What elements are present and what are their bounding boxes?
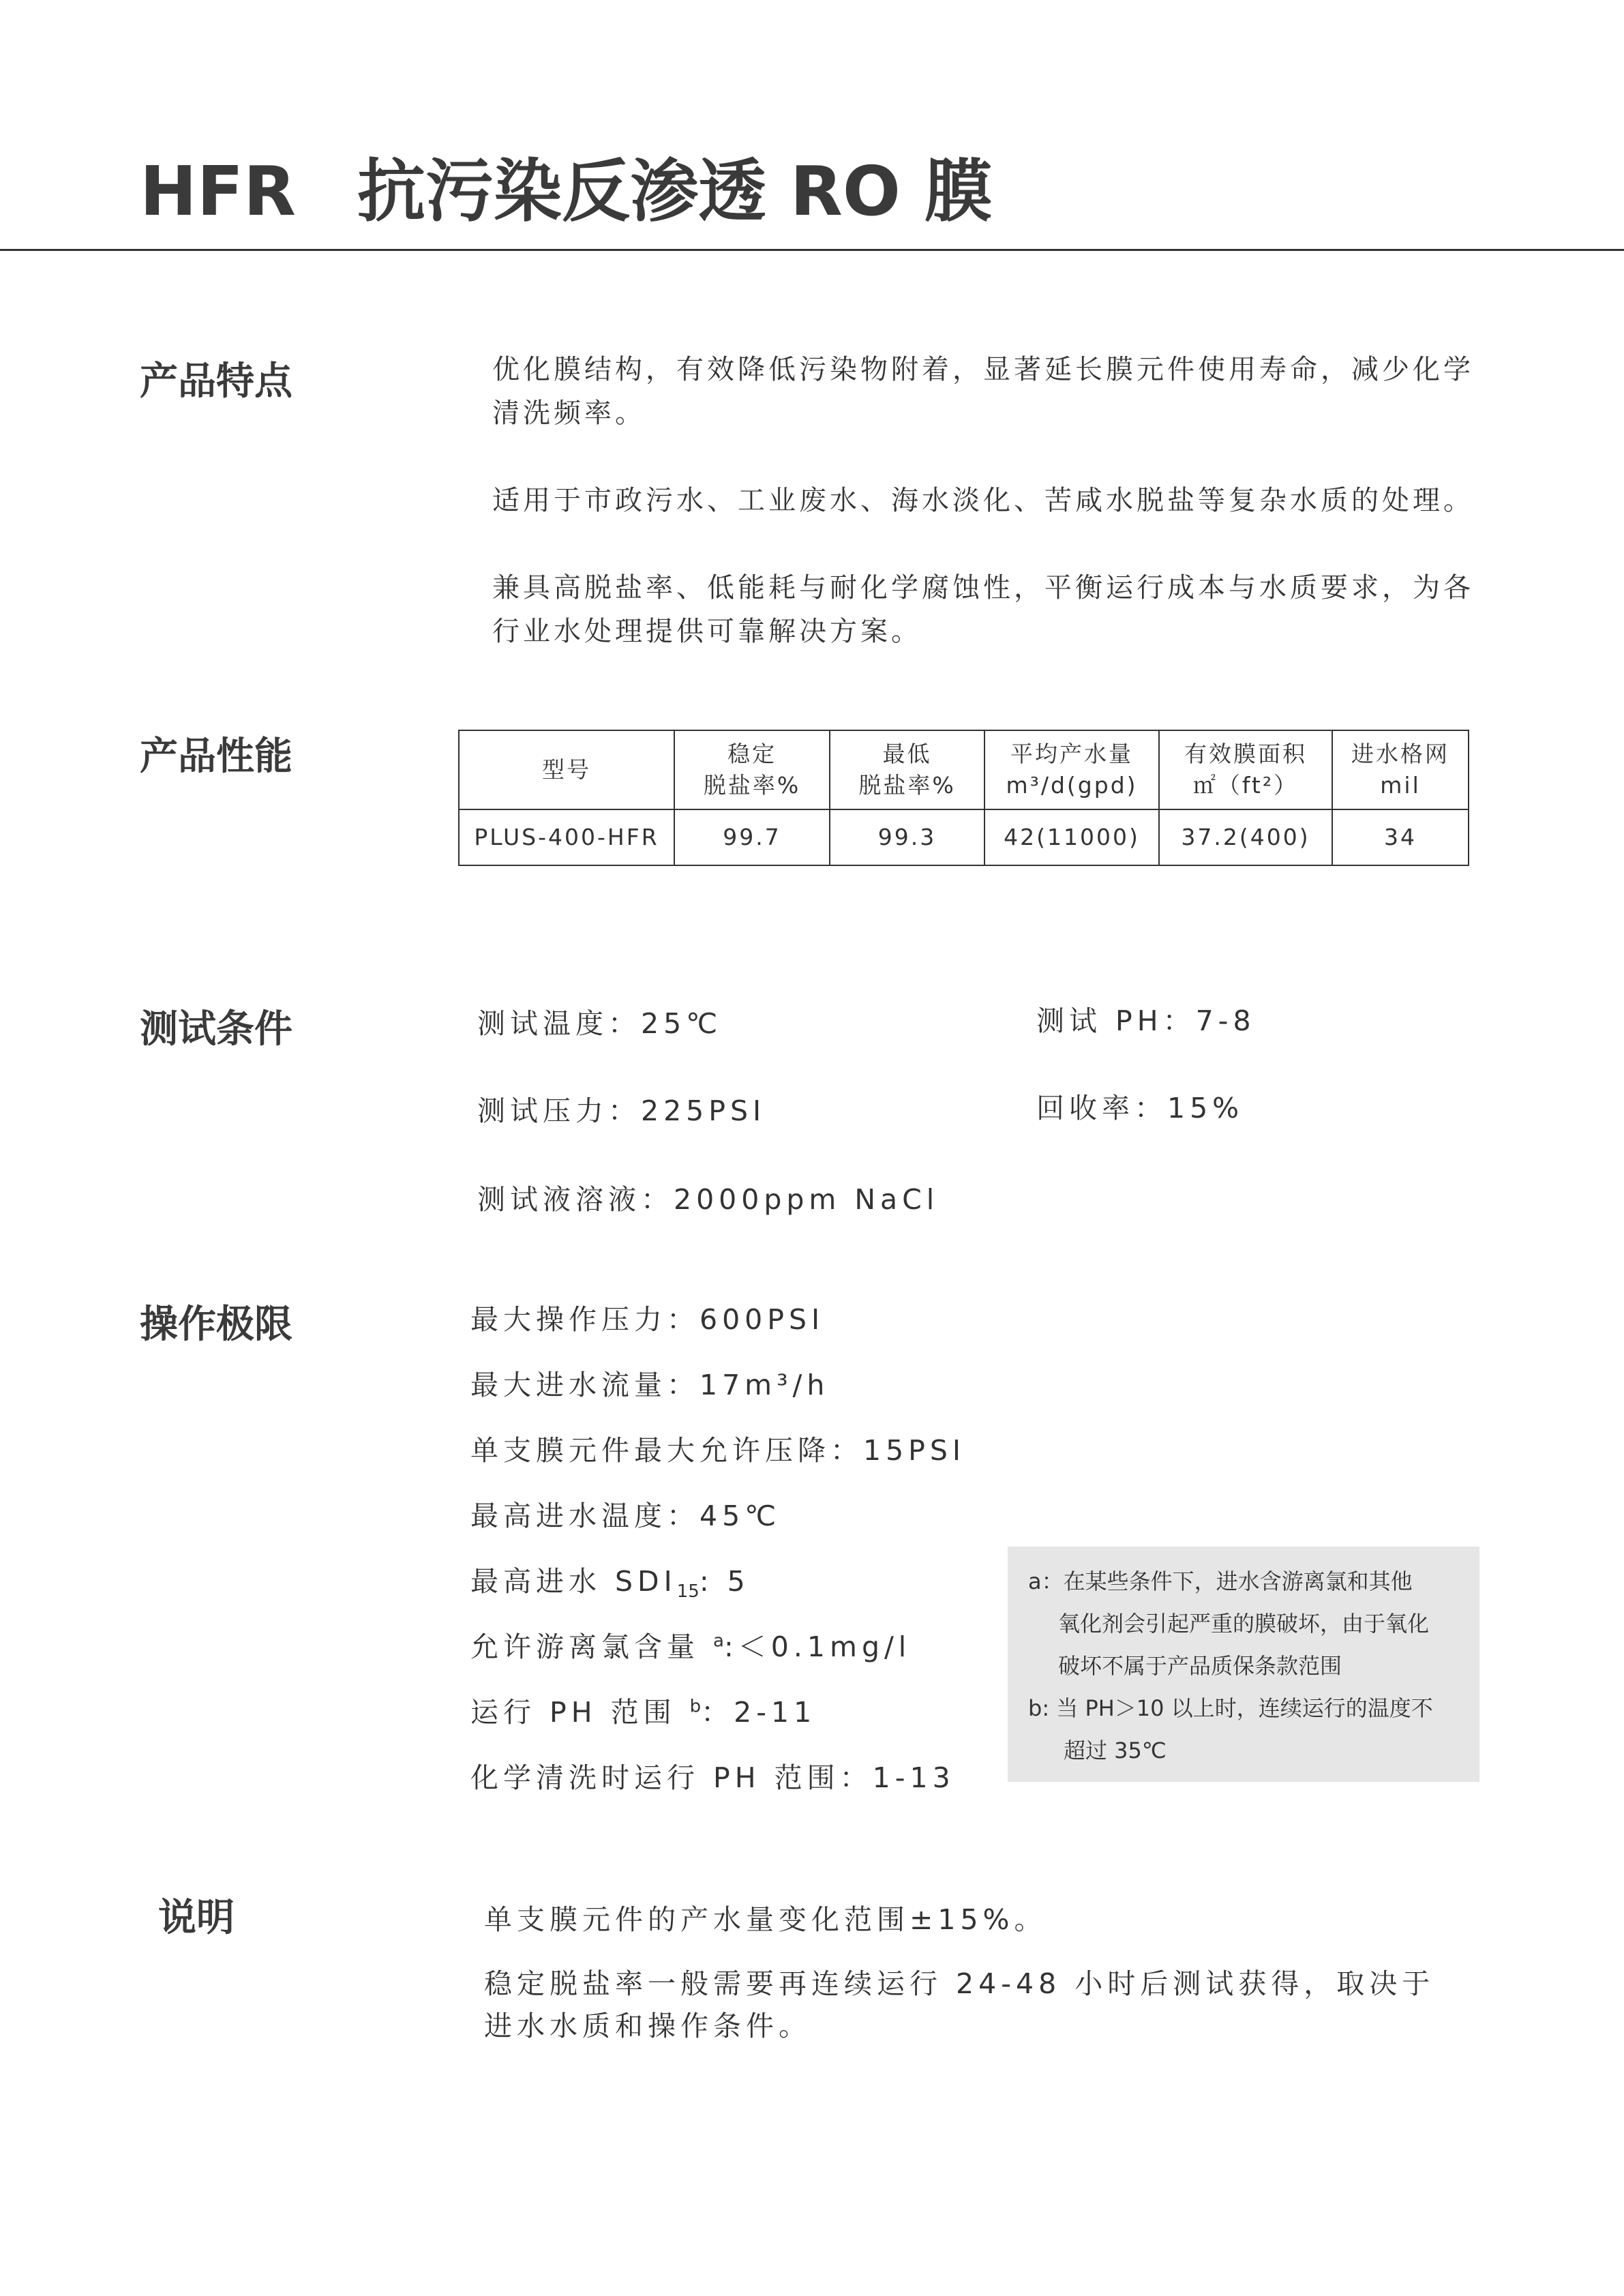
max-pressure-drop: 单支膜元件最大允许压降：15PSI (470, 1434, 966, 1467)
footnote-line: 超过 35℃ (1064, 1738, 1167, 1763)
product-code: HFR (140, 151, 297, 231)
cleaning-ph-range: 化学清洗时运行 PH 范围：1-13 (470, 1761, 955, 1794)
footnote-mark-b: b (689, 1696, 702, 1717)
notes-line-1: 单支膜元件的产水量变化范围±15%。 (484, 1903, 1047, 1936)
cell-min-rejection: 99.3 (830, 809, 984, 865)
performance-table (458, 730, 1469, 866)
free-chlorine-limit: 允许游离氯含量 $^a$:＜0.1mg/l (470, 1630, 912, 1663)
cell-model: PLUS-400-HFR (459, 809, 674, 865)
footnote-line: b: 当 PH＞10 以上时，连续运行的温度不 (1028, 1695, 1433, 1721)
column-header-membrane-area: 有效膜面积 ㎡（ft²） (1159, 730, 1332, 809)
recovery-rate: 回收率：15% (1036, 1092, 1244, 1124)
title-divider (0, 249, 1624, 251)
column-header-avg-flow: 平均产水量 m³/d(gpd) (984, 730, 1159, 809)
column-header-min-rejection: 最低 脱盐率% (830, 730, 984, 809)
max-feed-flow: 最大进水流量：17m³/h (470, 1369, 830, 1401)
test-temperature: 测试温度：25℃ (477, 1007, 723, 1040)
notes-line-3: 进水水质和操作条件。 (484, 2010, 811, 2042)
column-header-model: 型号 (459, 730, 674, 809)
footnote-line: 破坏不属于产品质保条款范围 (1058, 1653, 1342, 1679)
table-row (459, 809, 1469, 865)
column-header-stable-rejection: 稳定 脱盐率% (674, 730, 830, 809)
column-header-feed-spacer: 进水格网 mil (1332, 730, 1469, 809)
performance-heading: 产品性能 (140, 734, 292, 779)
max-operating-pressure: 最大操作压力：600PSI (470, 1303, 825, 1336)
max-feed-temperature: 最高进水温度：45℃ (470, 1500, 781, 1532)
page-title (140, 136, 993, 235)
cell-avg-flow: 42(11000) (984, 809, 1159, 865)
footnote-mark-a: a (713, 1630, 724, 1652)
table-header-row (459, 730, 1469, 809)
features-paragraph-3 (492, 566, 1556, 653)
features-line: 行业水处理提供可靠解决方案。 (492, 616, 922, 647)
features-paragraph-2 (492, 479, 1556, 522)
features-heading: 产品特点 (140, 359, 292, 404)
features-line: 清洗频率。 (492, 398, 646, 429)
cell-stable-rejection: 99.7 (674, 809, 830, 865)
sdi-subscript: 15 (676, 1581, 700, 1602)
max-feed-sdi: 最高进水 $SDI_{15}$: 5 (470, 1565, 750, 1602)
footnote-line: a：在某些条件下，进水含游离氯和其他 (1028, 1568, 1413, 1594)
features-paragraph-1 (492, 348, 1556, 435)
features-line: 兼具高脱盐率、低能耗与耐化学腐蚀性，平衡运行成本与水质要求，为各 (492, 572, 1474, 603)
notes-heading: 说明 (158, 1896, 235, 1940)
test-pressure: 测试压力：225PSI (477, 1094, 766, 1127)
footnote-line: 氧化剂会引起严重的膜破坏，由于氧化 (1058, 1611, 1430, 1637)
operating-ph-range: 运行 PH 范围 $^b$：2-11 (470, 1696, 817, 1729)
cell-feed-spacer: 34 (1332, 809, 1469, 865)
test-solution: 测试液溶液：2000ppm NaCl (477, 1183, 939, 1216)
notes-line-2: 稳定脱盐率一般需要再连续运行 24-48 小时后测试获得，取决于 (484, 1967, 1435, 2000)
operating-limits-heading: 操作极限 (140, 1302, 292, 1347)
features-line: 适用于市政污水、工业废水、海水淡化、苦咸水脱盐等复杂水质的处理。 (492, 485, 1474, 516)
features-line: 优化膜结构，有效降低污染物附着，显著延长膜元件使用寿命，减少化学 (492, 354, 1474, 385)
test-ph: 测试 PH：7-8 (1036, 1004, 1256, 1037)
product-name: 抗污染反渗透 RO 膜 (357, 151, 993, 231)
test-conditions-heading: 测试条件 (140, 1007, 292, 1052)
cell-membrane-area: 37.2(400) (1159, 809, 1332, 865)
